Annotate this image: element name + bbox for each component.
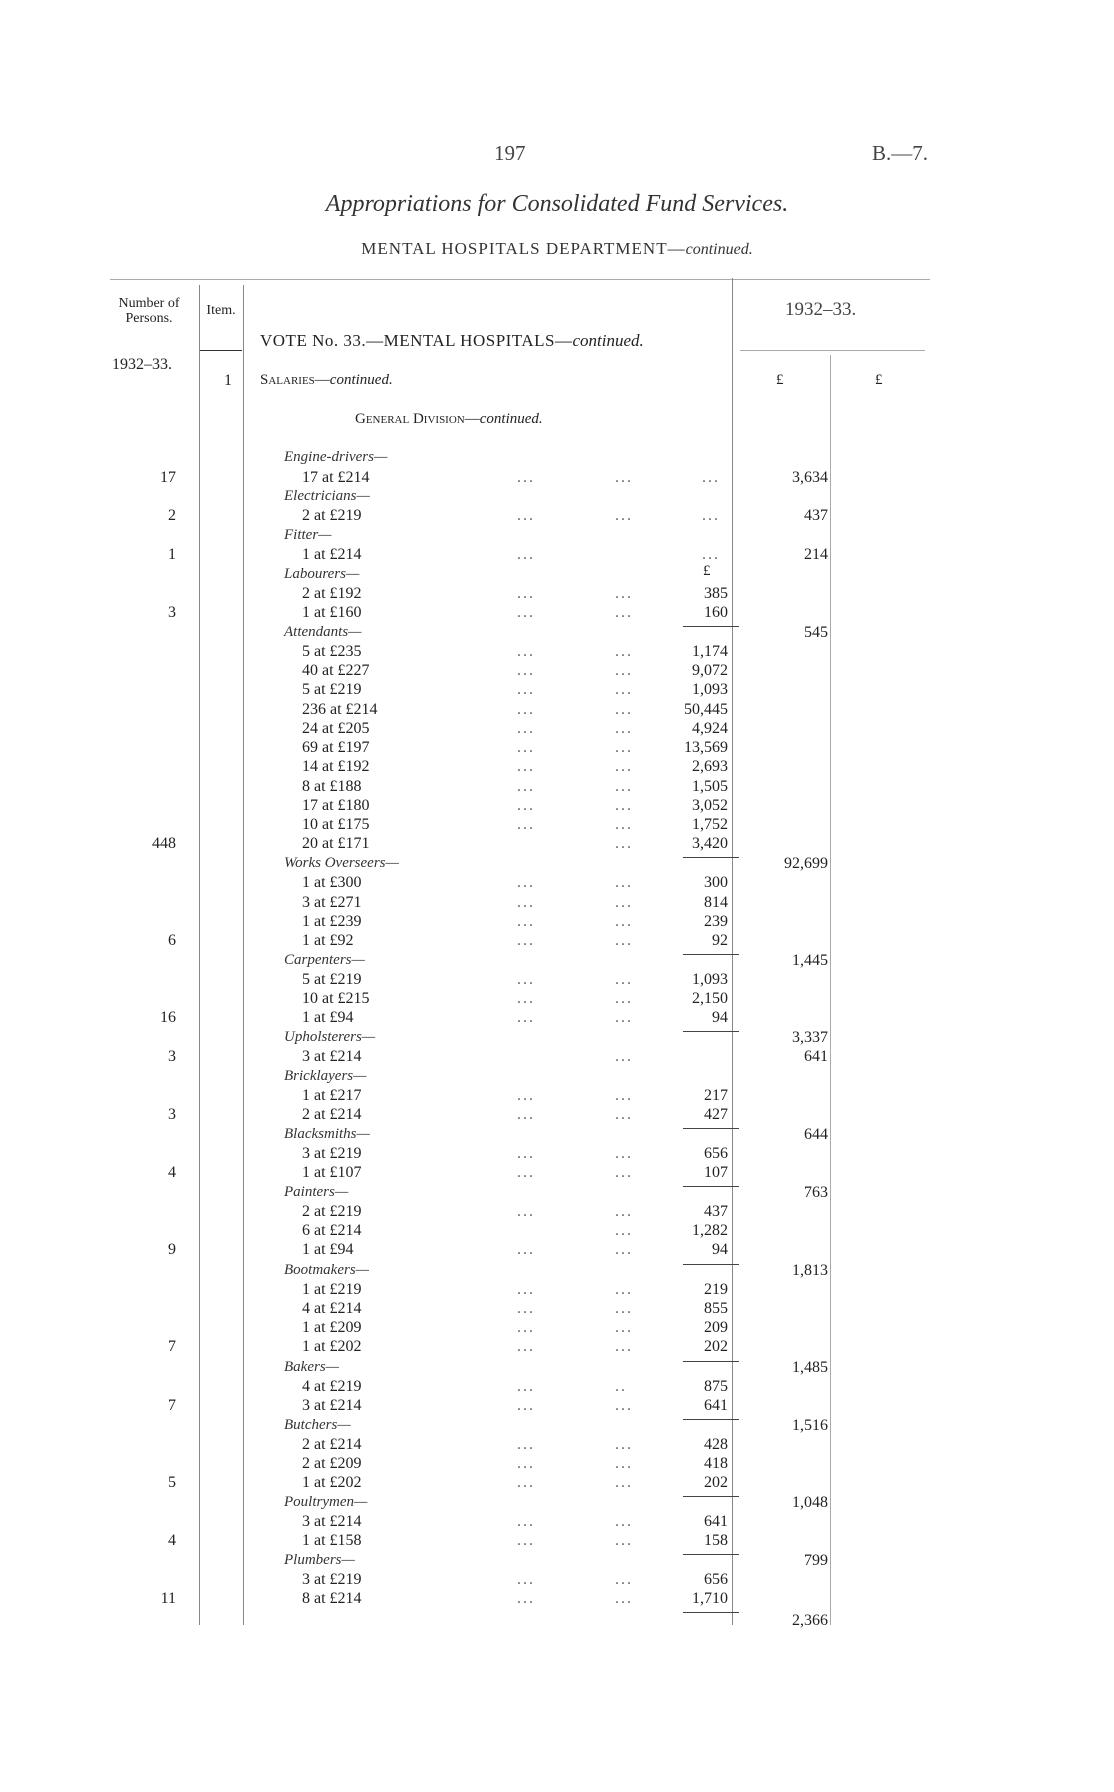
rate-description: 2 at £219 <box>302 1203 362 1220</box>
vote-suffix: continued. <box>572 331 644 350</box>
rate-description: 17 at £214 <box>302 469 370 486</box>
line-total: 641 <box>804 1048 828 1065</box>
category-heading: Engine-drivers— <box>284 449 388 465</box>
table-row: 448 20 at £171 ... 3,420 <box>152 835 728 852</box>
line-amount: 428 <box>704 1436 728 1453</box>
item-heading: Item. <box>206 303 236 318</box>
salaries-suffix: continued. <box>329 372 393 388</box>
persons-count: 7 <box>168 1397 176 1414</box>
rate-description: 1 at £94 <box>302 1241 354 1258</box>
table-row: 9 1 at £94 ... ... 94 <box>168 1241 728 1258</box>
table-row: 1 1 at £214 ... ... 214 <box>168 546 828 563</box>
line-amount: 875 <box>704 1378 728 1395</box>
rate-description: 1 at £94 <box>302 1009 354 1026</box>
line-amount: 656 <box>704 1571 728 1588</box>
vote-title: VOTE No. 33.—MENTAL HOSPITALS— <box>260 331 573 350</box>
table-row: 40 at £227 ... ... 9,072 <box>302 662 728 679</box>
department-name: MENTAL HOSPITALS DEPARTMENT— <box>361 239 686 258</box>
table-row: 2 at £192 ... ... 385 <box>302 585 728 602</box>
table-row: 5 at £219 ... ... 1,093 <box>302 681 728 698</box>
table-row: 5 at £235 ... ... 1,174 <box>302 643 728 660</box>
rate-description: 8 at £188 <box>302 778 362 795</box>
rate-description: 20 at £171 <box>302 835 370 852</box>
line-amount: 202 <box>704 1474 728 1491</box>
rate-description: 1 at £202 <box>302 1474 362 1491</box>
line-amount: 1,093 <box>692 971 728 988</box>
subtotal-value: 545 <box>804 624 828 641</box>
department-heading <box>0 239 1114 259</box>
rate-description: 1 at £92 <box>302 932 354 949</box>
category-heading: Bricklayers— <box>284 1068 367 1084</box>
rate-description: 17 at £180 <box>302 797 370 814</box>
rate-description: 1 at £219 <box>302 1281 362 1298</box>
rate-description: 3 at £219 <box>302 1571 362 1588</box>
persons-count: 6 <box>168 932 176 949</box>
category-heading: Carpenters— <box>284 952 365 968</box>
line-amount: 1,752 <box>692 816 728 833</box>
line-amount: 418 <box>704 1455 728 1472</box>
persons-count: 4 <box>168 1164 176 1181</box>
line-amount: 239 <box>704 913 728 930</box>
rate-description: 2 at £214 <box>302 1106 362 1123</box>
table-row: 3 at £219 ... ... 656 <box>302 1571 728 1588</box>
subtotal-value: 644 <box>804 1126 828 1143</box>
category-heading: Poultrymen— <box>284 1494 368 1510</box>
line-amount: 13,569 <box>684 739 728 756</box>
persons-count: 17 <box>160 469 176 486</box>
table-row: 6 at £214 ... 1,282 <box>302 1222 728 1239</box>
line-amount: 158 <box>704 1532 728 1549</box>
table-row: 4 1 at £158 ... ... 158 <box>168 1532 728 1549</box>
subtotal-row <box>0 1612 1114 1631</box>
salaries-heading <box>260 372 393 389</box>
table-row: 1 at £239 ... ... 239 <box>302 913 728 930</box>
line-amount: 107 <box>704 1164 728 1181</box>
general-division-suffix: continued. <box>479 411 543 427</box>
table-row: 8 at £188 ... ... 1,505 <box>302 778 728 795</box>
line-amount: 1,093 <box>692 681 728 698</box>
subtotal-row <box>0 1184 1114 1203</box>
document-reference: B.—7. <box>872 141 929 165</box>
rate-description: 3 at £271 <box>302 894 362 911</box>
line-amount: 3,420 <box>692 835 728 852</box>
line-amount: 814 <box>704 894 728 911</box>
rate-description: 1 at £214 <box>302 546 362 563</box>
rate-description: 5 at £219 <box>302 681 362 698</box>
table-row: 4 1 at £107 ... ... 107 <box>168 1164 728 1181</box>
line-amount: 641 <box>704 1397 728 1414</box>
rate-description: 1 at £217 <box>302 1087 362 1104</box>
line-amount: 385 <box>704 585 728 602</box>
rate-description: 1 at £209 <box>302 1319 362 1336</box>
table-row: 6 1 at £92 ... ... 92 <box>168 932 728 949</box>
line-amount: 4,924 <box>692 720 728 737</box>
table-row: 24 at £205 ... ... 4,924 <box>302 720 728 737</box>
table-row: 10 at £175 ... ... 1,752 <box>302 816 728 833</box>
line-amount: 3,052 <box>692 797 728 814</box>
rate-description: 3 at £214 <box>302 1513 362 1530</box>
subtotal-row <box>0 1417 1114 1436</box>
rate-description: 40 at £227 <box>302 662 370 679</box>
pound-symbol-subtotal: £ <box>776 372 784 388</box>
table-row: 3 2 at £214 ... ... 427 <box>168 1106 728 1123</box>
rate-description: 1 at £158 <box>302 1532 362 1549</box>
rate-description: 69 at £197 <box>302 739 370 756</box>
category-heading: Electricians— <box>284 488 370 504</box>
line-amount: 1,174 <box>692 643 728 660</box>
category-heading: Butchers— <box>284 1417 351 1433</box>
persons-count: 2 <box>168 507 176 524</box>
page-title: Appropriations for Consolidated Fund Services. <box>325 191 789 217</box>
line-amount: 209 <box>704 1319 728 1336</box>
table-row: 3 at £219 ... ... 656 <box>302 1145 728 1162</box>
subtotal-row <box>0 1359 1114 1378</box>
rate-description: 3 at £214 <box>302 1048 362 1065</box>
table-row: 5 1 at £202 ... ... 202 <box>168 1474 728 1491</box>
subtotal-row <box>0 855 1114 874</box>
table-row: 3 1 at £160 ... ... 160 <box>168 604 728 621</box>
table-row: 17 17 at £214 ... ... ... 3,634 <box>160 469 828 486</box>
persons-count: 3 <box>168 604 176 621</box>
category-heading: Upholsterers— <box>284 1029 376 1045</box>
persons-year: 1932–33. <box>112 356 172 373</box>
category-heading: Attendants— <box>284 624 362 640</box>
subtotal-value: 799 <box>804 1552 828 1569</box>
table-row: 236 at £214 ... ... 50,445 <box>302 701 728 718</box>
rate-description: 4 at £214 <box>302 1300 362 1317</box>
line-amount: 217 <box>704 1087 728 1104</box>
rate-description: 14 at £192 <box>302 758 370 775</box>
table-row: 4 at £219 ... .. 875 <box>302 1378 728 1395</box>
line-amount: 1,710 <box>692 1590 728 1607</box>
category-heading: Labourers— <box>284 566 360 582</box>
category-heading: Works Overseers— <box>284 855 399 871</box>
pound-symbol-total: £ <box>875 372 883 388</box>
line-amount: 1,282 <box>692 1222 728 1239</box>
subtotal-value: 92,699 <box>784 855 828 872</box>
subtotal-row <box>0 1494 1114 1513</box>
persons-count: 7 <box>168 1338 176 1355</box>
number-of-persons-heading: Number of Persons. <box>118 296 180 326</box>
line-amount: 300 <box>704 874 728 891</box>
general-division-heading <box>355 411 543 428</box>
line-amount: 50,445 <box>684 701 728 718</box>
persons-count: 5 <box>168 1474 176 1491</box>
rate-description: 2 at £192 <box>302 585 362 602</box>
table-row: 2 at £219 ... ... 437 <box>302 1203 728 1220</box>
line-amount: 437 <box>704 1203 728 1220</box>
rate-description: 1 at £160 <box>302 604 362 621</box>
table-row: 2 at £209 ... ... 418 <box>302 1455 728 1472</box>
item-number: 1 <box>224 372 232 389</box>
table-row: 3 at £214 ... ... 641 <box>302 1513 728 1530</box>
line-amount: 641 <box>704 1513 728 1530</box>
table-row: 14 at £192 ... ... 2,693 <box>302 758 728 775</box>
subtotal-value: 1,516 <box>792 1417 828 1434</box>
rate-description: 4 at £219 <box>302 1378 362 1395</box>
subtotal-value: 3,337 <box>792 1029 828 1046</box>
rate-description: 5 at £219 <box>302 971 362 988</box>
line-amount: 855 <box>704 1300 728 1317</box>
rate-description: 2 at £209 <box>302 1455 362 1472</box>
salaries-label: Salaries— <box>260 372 330 388</box>
subtotal-value: 1,048 <box>792 1494 828 1511</box>
category-heading: Plumbers— <box>284 1552 355 1568</box>
table-row: 4 at £214 ... ... 855 <box>302 1300 728 1317</box>
table-row: 1 at £219 ... ... 219 <box>302 1281 728 1298</box>
rate-description: 1 at £107 <box>302 1164 362 1181</box>
table-row: 1 at £217 ... ... 217 <box>302 1087 728 1104</box>
persons-count: 3 <box>168 1048 176 1065</box>
rate-description: 24 at £205 <box>302 720 370 737</box>
subtotal-row <box>0 1262 1114 1281</box>
line-amount: 202 <box>704 1338 728 1355</box>
persons-count: 4 <box>168 1532 176 1549</box>
line-amount: 219 <box>704 1281 728 1298</box>
rate-description: 10 at £215 <box>302 990 370 1007</box>
rate-description: 2 at £219 <box>302 507 362 524</box>
table-row: 1 at £300 ... ... 300 <box>302 874 728 891</box>
line-total: 437 <box>804 507 828 524</box>
department-suffix: continued. <box>685 241 753 258</box>
persons-count: 9 <box>168 1241 176 1258</box>
subtotal-row <box>0 952 1114 971</box>
page-number: 197 <box>494 141 526 165</box>
line-amount: 427 <box>704 1106 728 1123</box>
category-heading: Painters— <box>284 1184 349 1200</box>
line-amount: 94 <box>712 1241 728 1258</box>
category-heading: Blacksmiths— <box>284 1126 370 1142</box>
table-row: 3 at £271 ... ... 814 <box>302 894 728 911</box>
pound-symbol-amount: £ <box>703 563 711 579</box>
persons-count: 1 <box>168 546 176 563</box>
table-row: 2 at £214 ... ... 428 <box>302 1436 728 1453</box>
table-row: 3 3 at £214 ... 641 <box>168 1048 828 1065</box>
line-amount: 2,693 <box>692 758 728 775</box>
subtotal-value: 763 <box>804 1184 828 1201</box>
persons-count: 3 <box>168 1106 176 1123</box>
table-row: 10 at £215 ... ... 2,150 <box>302 990 728 1007</box>
table-row: 5 at £219 ... ... 1,093 <box>302 971 728 988</box>
line-total: 214 <box>804 546 828 563</box>
general-division-label: General Division— <box>355 411 480 427</box>
rate-description: 3 at £219 <box>302 1145 362 1162</box>
subtotal-value: 1,445 <box>792 952 828 969</box>
subtotal-row <box>0 1126 1114 1145</box>
rate-description: 1 at £202 <box>302 1338 362 1355</box>
vote-heading <box>260 331 644 351</box>
subtotal-row <box>0 624 1114 643</box>
line-total: 3,634 <box>792 469 828 486</box>
line-amount: 9,072 <box>692 662 728 679</box>
rate-description: 8 at £214 <box>302 1590 362 1607</box>
year-column-heading: 1932–33. <box>785 299 857 320</box>
subtotal-row <box>0 1029 1114 1048</box>
rate-description: 2 at £214 <box>302 1436 362 1453</box>
category-heading: Bakers— <box>284 1359 339 1375</box>
subtotal-value: 1,485 <box>792 1359 828 1376</box>
persons-count: 16 <box>160 1009 176 1026</box>
persons-count: 448 <box>152 835 176 852</box>
table-row: 7 1 at £202 ... ... 202 <box>168 1338 728 1355</box>
line-amount: 94 <box>712 1009 728 1026</box>
table-row: 11 8 at £214 ... ... 1,710 <box>160 1590 728 1607</box>
table-row: 69 at £197 ... ... 13,569 <box>302 739 728 756</box>
year-header-rule <box>740 350 925 351</box>
line-amount: 92 <box>712 932 728 949</box>
table-row: 16 1 at £94 ... ... 94 <box>160 1009 728 1026</box>
subtotal-value: 2,366 <box>792 1612 828 1629</box>
rate-description: 10 at £175 <box>302 816 370 833</box>
category-heading: Bootmakers— <box>284 1262 369 1278</box>
rate-description: 6 at £214 <box>302 1222 362 1239</box>
rate-description: 5 at £235 <box>302 643 362 660</box>
item-header-rule <box>200 350 242 351</box>
table-top-rule <box>110 279 930 280</box>
rate-description: 236 at £214 <box>302 701 378 718</box>
line-amount: 160 <box>704 604 728 621</box>
subtotal-value: 1,813 <box>792 1262 828 1279</box>
line-amount: 656 <box>704 1145 728 1162</box>
rate-description: 1 at £239 <box>302 913 362 930</box>
subtotal-row <box>0 1552 1114 1571</box>
persons-count: 11 <box>160 1590 176 1607</box>
table-row: 17 at £180 ... ... 3,052 <box>302 797 728 814</box>
table-row: 1 at £209 ... ... 209 <box>302 1319 728 1336</box>
line-amount: 2,150 <box>692 990 728 1007</box>
line-amount: 1,505 <box>692 778 728 795</box>
rate-description: 3 at £214 <box>302 1397 362 1414</box>
rate-description: 1 at £300 <box>302 874 362 891</box>
table-row: 2 2 at £219 ... ... ... 437 <box>168 507 828 524</box>
table-row: 7 3 at £214 ... ... 641 <box>168 1397 728 1414</box>
category-heading: Fitter— <box>284 527 332 543</box>
